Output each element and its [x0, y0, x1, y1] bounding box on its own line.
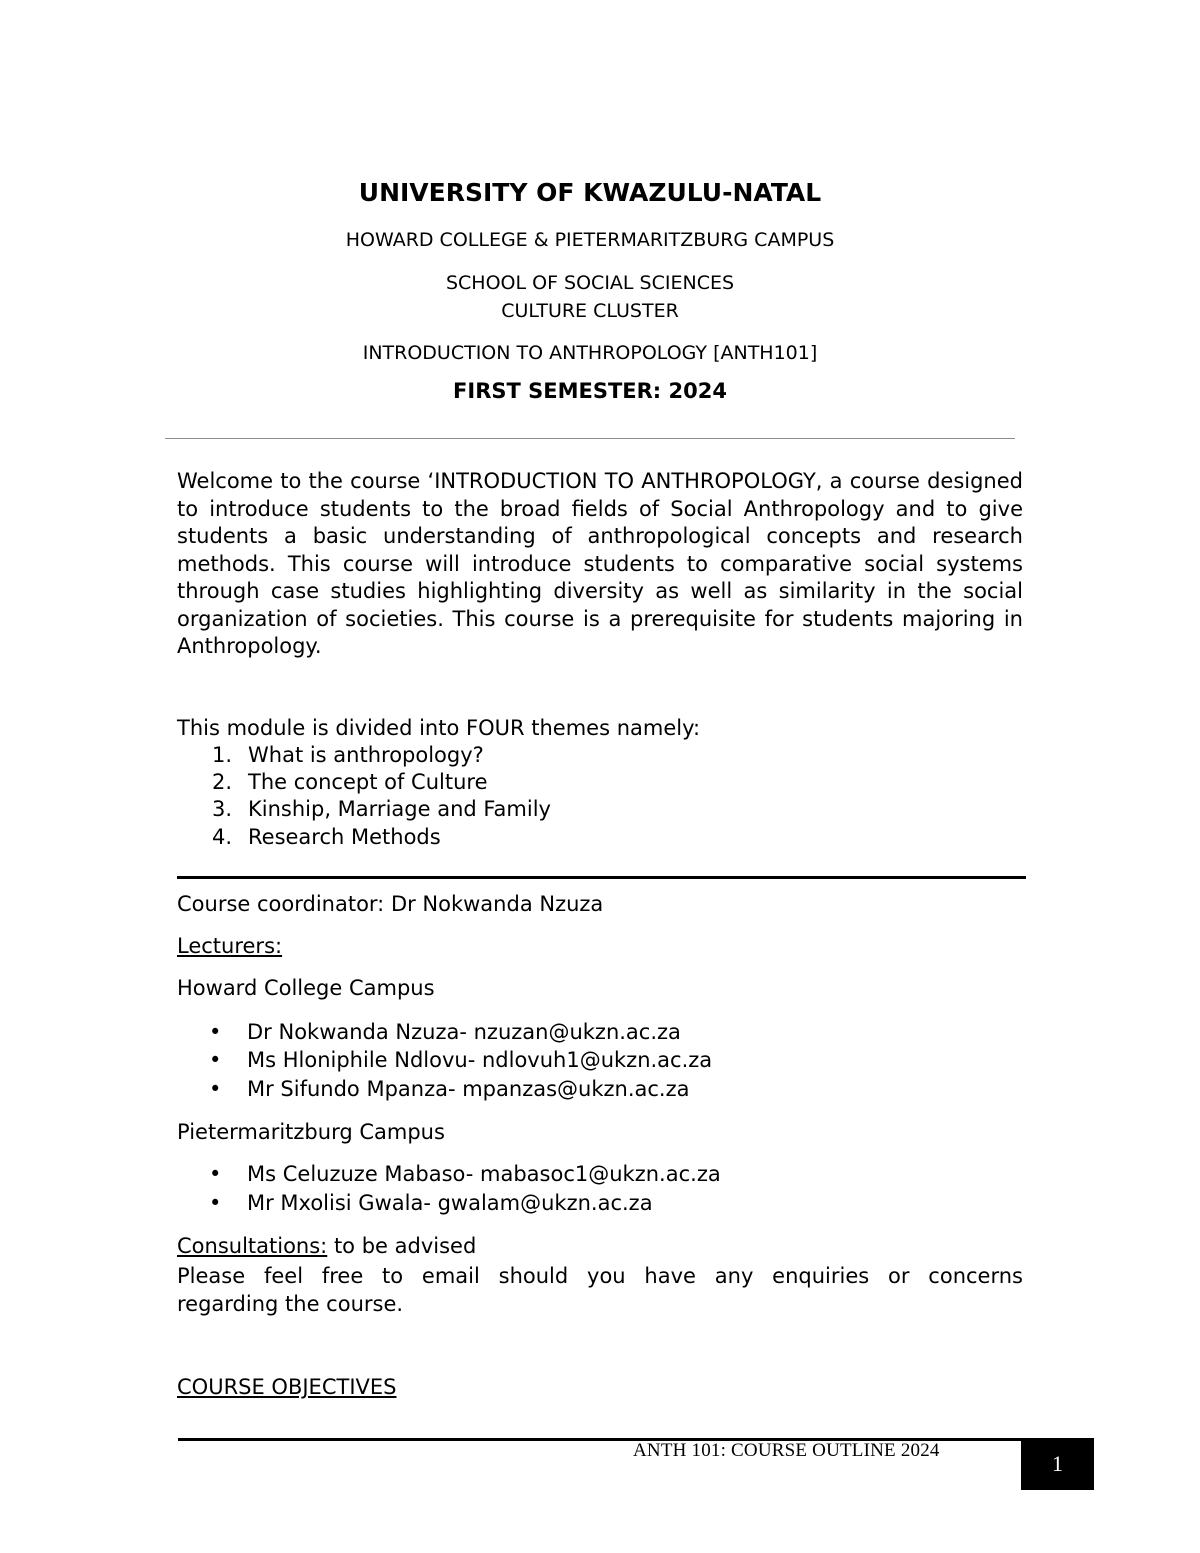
- lecturer-item: [209, 1020, 681, 1044]
- intro-paragraph: Welcome to the course ‘INTRODUCTION TO ANTHROPOLOGY, a course designed to introduce students to the broad fields of Social Anthropology and to give students a basic understanding of anthropological concepts and research methods. This course will introduce students to comparative social systems through case studies highlighting diversity as well as similarity in the social organization of societies. This course is a prerequisite for students majoring in Anthropology.: [177, 469, 1023, 658]
- pmb-campus-heading: Pietermaritzburg Campus: [177, 1120, 445, 1144]
- consultations-value: to be advised: [327, 1234, 477, 1258]
- theme-label: What is anthropology?: [248, 743, 484, 767]
- semester-line: FIRST SEMESTER: 2024: [453, 379, 727, 403]
- theme-label: The concept of Culture: [248, 770, 488, 794]
- consultations-label: Consultations:: [177, 1234, 328, 1258]
- email-note-line: Please feel free to email should you have any enquiries or concerns: [177, 1264, 1023, 1288]
- bullet-icon: •: [209, 1077, 222, 1101]
- theme-label: Research Methods: [248, 825, 441, 849]
- bullet-icon: •: [209, 1020, 222, 1044]
- university-title: UNIVERSITY OF KWAZULU-NATAL: [358, 178, 822, 207]
- lecturer-entry: Mr Mxolisi Gwala- gwalam@ukzn.ac.za: [247, 1191, 653, 1215]
- course-coordinator: Course coordinator: Dr Nokwanda Nzuza: [177, 892, 604, 916]
- bullet-icon: •: [209, 1048, 222, 1072]
- lecturer-entry: Mr Sifundo Mpanza- mpanzas@ukzn.ac.za: [247, 1077, 690, 1101]
- cluster-line: CULTURE CLUSTER: [501, 300, 679, 322]
- bullet-icon: •: [209, 1162, 222, 1186]
- lecturer-entry: Dr Nokwanda Nzuza- nzuzan@ukzn.ac.za: [247, 1020, 681, 1044]
- page-number: 1: [1021, 1438, 1094, 1490]
- lecturer-item: [209, 1077, 690, 1101]
- theme-number: 3.: [212, 797, 233, 821]
- theme-number: 4.: [212, 825, 233, 849]
- theme-number: 2.: [212, 770, 233, 794]
- theme-number: 1.: [212, 743, 233, 767]
- email-note-line: regarding the course.: [177, 1292, 404, 1316]
- themes-intro: This module is divided into FOUR themes namely:: [177, 716, 701, 740]
- campuses-line: HOWARD COLLEGE & PIETERMARITZBURG CAMPUS: [345, 229, 835, 251]
- header-divider: [165, 438, 1015, 439]
- lecturer-item: [209, 1048, 712, 1072]
- theme-item: [212, 825, 441, 849]
- section-divider: [177, 876, 1026, 879]
- lecturer-item: [209, 1191, 653, 1215]
- theme-item: [212, 743, 484, 767]
- consultations-line: [177, 1234, 476, 1258]
- course-line: INTRODUCTION TO ANTHROPOLOGY [ANTH101]: [362, 342, 818, 364]
- footer-title: ANTH 101: COURSE OUTLINE 2024: [633, 1440, 940, 1461]
- lecturers-heading: Lecturers:: [177, 934, 283, 958]
- bullet-icon: •: [209, 1191, 222, 1215]
- howard-campus-heading: Howard College Campus: [177, 976, 435, 1000]
- theme-label: Kinship, Marriage and Family: [248, 797, 551, 821]
- theme-item: [212, 770, 488, 794]
- lecturer-entry: Ms Hloniphile Ndlovu- ndlovuh1@ukzn.ac.za: [247, 1048, 713, 1072]
- lecturer-item: [209, 1162, 721, 1186]
- school-line: SCHOOL OF SOCIAL SCIENCES: [445, 272, 735, 294]
- course-objectives-heading: COURSE OBJECTIVES: [177, 1375, 397, 1399]
- theme-item: [212, 797, 551, 821]
- lecturer-entry: Ms Celuzuze Mabaso- mabasoc1@ukzn.ac.za: [247, 1162, 721, 1186]
